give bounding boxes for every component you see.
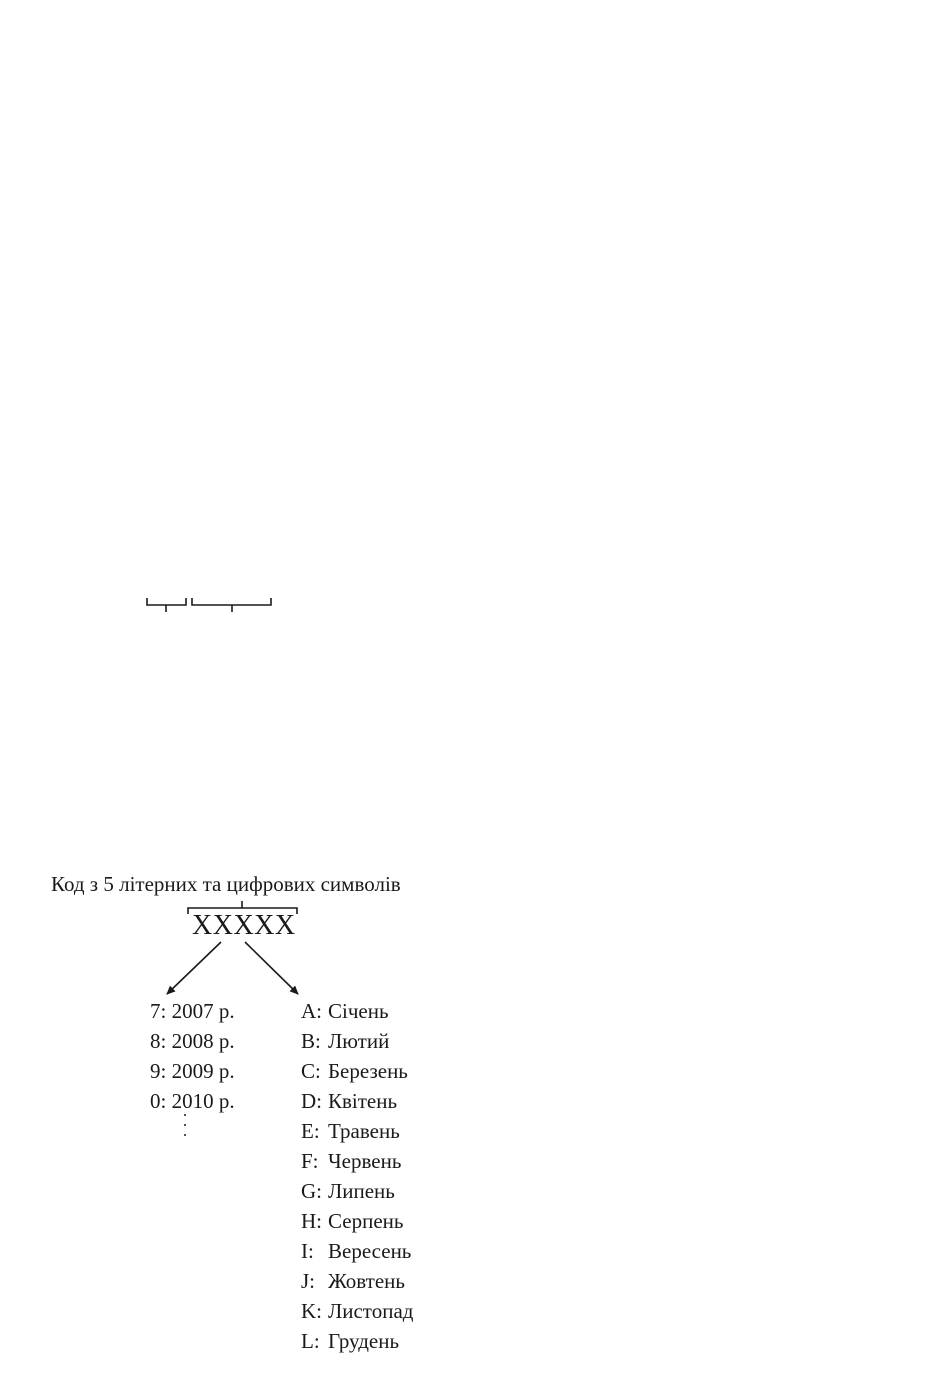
month-key: B: (301, 1029, 321, 1053)
month-key: K: (301, 1299, 322, 1323)
list-item (301, 1176, 413, 1206)
month-key: E: (301, 1119, 320, 1143)
list-item (301, 1056, 413, 1086)
month-key: D: (301, 1089, 322, 1113)
list-item (301, 1116, 413, 1146)
arrow-to-months (245, 942, 298, 994)
list-item (301, 1236, 413, 1266)
arrow-to-years (167, 942, 221, 994)
month-key: G: (301, 1179, 322, 1203)
list-item (301, 996, 413, 1026)
year-key: 9 (150, 1059, 161, 1083)
list-item (301, 1266, 413, 1296)
year-label: 2008 р. (171, 1029, 235, 1053)
month-key: F: (301, 1149, 319, 1173)
month-label: Квітень (328, 1089, 398, 1113)
list-item: 7: 2007 р. (150, 999, 235, 1023)
list-item (301, 1146, 413, 1176)
list-item (301, 1026, 413, 1056)
month-label: Вересень (328, 1239, 412, 1263)
month-key: J: (301, 1269, 316, 1293)
month-key: A: (301, 999, 322, 1023)
month-label: Травень (328, 1119, 400, 1143)
list-item (301, 1086, 413, 1116)
month-list (301, 996, 413, 1356)
continuation-dots (182, 1114, 188, 1146)
year-key: 0 (150, 1089, 161, 1113)
month-label: Серпень (328, 1209, 404, 1233)
month-label: Липень (328, 1179, 395, 1203)
list-item: 8: 2008 р. (150, 1029, 235, 1053)
year-label: 2010 р. (171, 1089, 235, 1113)
month-label: Грудень (328, 1329, 400, 1353)
year-list (150, 996, 235, 1116)
month-label: Січень (328, 999, 389, 1023)
small-bracket-right (192, 598, 271, 612)
list-item (301, 1296, 413, 1326)
year-key: 8 (150, 1029, 161, 1053)
list-item (301, 1326, 413, 1356)
small-bracket-left (147, 598, 186, 612)
diagram-title: Код з 5 літерних та цифрових символів (51, 872, 401, 896)
year-key: 7 (150, 999, 161, 1023)
month-label: Березень (328, 1059, 408, 1083)
year-label: 2007 р. (171, 999, 235, 1023)
month-key: H: (301, 1209, 322, 1233)
list-item: 0: 2010 р. (150, 1089, 235, 1113)
month-label: Лютий (328, 1029, 390, 1053)
month-label: Листопад (328, 1299, 414, 1323)
month-label: Жовтень (328, 1269, 405, 1293)
list-item (301, 1206, 413, 1236)
list-item: 9: 2009 р. (150, 1059, 235, 1083)
code-placeholder: XXXXX (192, 910, 296, 941)
year-label: 2009 р. (171, 1059, 235, 1083)
month-key: L: (301, 1329, 320, 1353)
month-key: I: (301, 1239, 314, 1263)
month-label: Червень (328, 1149, 402, 1173)
month-key: C: (301, 1059, 321, 1083)
